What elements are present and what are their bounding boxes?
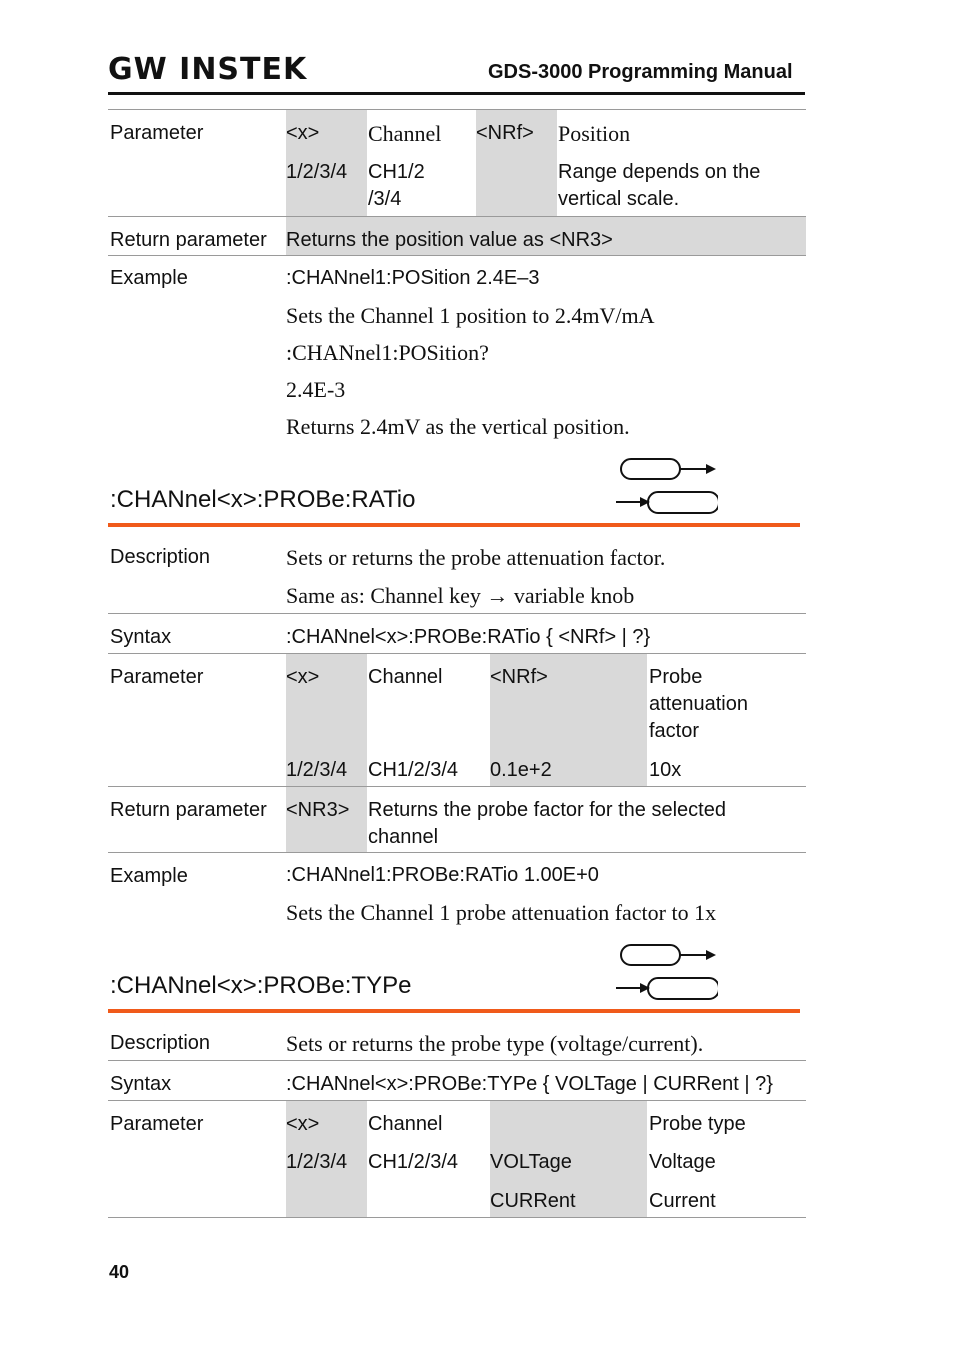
param-channel: Channel xyxy=(368,121,442,146)
example-query: :CHANnel1:POSition? xyxy=(286,340,489,365)
param-x: <x> xyxy=(286,666,320,688)
example-command: :CHANnel1:PROBe:RATio 1.00E+0 xyxy=(286,864,599,886)
syntax-label: Syntax xyxy=(110,1073,172,1095)
example-response: 2.4E-3 xyxy=(286,377,346,402)
param-description-cont: attenuation xyxy=(649,693,748,715)
example-description: Sets the Channel 1 position to 2.4mV/mA xyxy=(286,303,655,328)
parameter-label: Parameter xyxy=(110,1113,204,1135)
return-parameter-label: Return parameter xyxy=(110,229,267,251)
param-channel: Channel xyxy=(368,666,443,688)
return-parameter-text: Returns the probe factor for the selected xyxy=(368,799,726,821)
param-x: <x> xyxy=(286,122,320,144)
command-title: :CHANnel<x>:PROBe:TYPe xyxy=(110,972,412,999)
example-label: Example xyxy=(110,267,188,289)
example-response-description: Returns 2.4mV as the vertical position. xyxy=(286,414,630,439)
parameter-label: Parameter xyxy=(110,666,204,688)
description-label: Description xyxy=(110,546,211,568)
divider xyxy=(108,255,806,256)
divider xyxy=(108,109,806,110)
syntax-text: :CHANnel<x>:PROBe:TYPe { VOLTage | CURRent | ?} xyxy=(286,1073,773,1095)
divider xyxy=(108,653,806,654)
param-nrf: <NRf> xyxy=(476,122,534,144)
divider xyxy=(108,786,806,787)
return-parameter-text: Returns the position value as <NR3> xyxy=(286,229,613,251)
param-nrf: <NRf> xyxy=(490,666,548,688)
return-parameter-text-cont: channel xyxy=(368,826,439,848)
command-title: :CHANnel<x>:PROBe:RATio xyxy=(110,486,416,513)
example-description: Sets the Channel 1 probe attenuation factor to 1x xyxy=(286,900,717,925)
param-channel-values-cont: /3/4 xyxy=(368,188,402,210)
title-underline xyxy=(108,523,800,527)
header-rule xyxy=(108,92,805,95)
divider xyxy=(108,1060,806,1061)
param-channel-values: CH1/2/3/4 xyxy=(368,759,459,781)
param-description: Probe xyxy=(649,666,703,688)
param-range: Range depends on the xyxy=(558,161,761,183)
return-code: <NR3> xyxy=(286,799,350,821)
param-description-current: Current xyxy=(649,1190,716,1212)
param-x-values: 1/2/3/4 xyxy=(286,1151,348,1173)
title-underline xyxy=(108,1009,800,1013)
param-range-cont: vertical scale. xyxy=(558,188,680,210)
param-description-values: 10x xyxy=(649,759,682,781)
param-nrf-values: 0.1e+2 xyxy=(490,759,552,781)
example-label: Example xyxy=(110,865,188,887)
param-description-voltage: Voltage xyxy=(649,1151,716,1173)
description-same-as: Same as: Channel key → variable knob xyxy=(286,583,635,608)
param-position: Position xyxy=(558,121,631,146)
param-x-values: 1/2/3/4 xyxy=(286,759,348,781)
page-number: 40 xyxy=(109,1262,130,1282)
set-query-icon xyxy=(614,456,718,516)
description-label: Description xyxy=(110,1032,211,1054)
param-channel: Channel xyxy=(368,1113,443,1135)
divider xyxy=(108,1100,806,1101)
param-option-voltage: VOLTage xyxy=(490,1151,572,1173)
set-query-icon xyxy=(614,942,718,1002)
param-x: <x> xyxy=(286,1113,320,1135)
divider xyxy=(108,613,806,614)
syntax-text: :CHANnel<x>:PROBe:RATio { <NRf> | ?} xyxy=(286,626,651,648)
param-description: Probe type xyxy=(649,1113,746,1135)
manual-title: GDS-3000 Programming Manual xyxy=(488,61,793,83)
syntax-label: Syntax xyxy=(110,626,172,648)
parameter-label: Parameter xyxy=(110,122,204,144)
param-description-cont: factor xyxy=(649,720,700,742)
description-text: Sets or returns the probe type (voltage/current). xyxy=(286,1031,704,1056)
return-parameter-label: Return parameter xyxy=(110,799,267,821)
example-command: :CHANnel1:POSition 2.4E–3 xyxy=(286,267,540,289)
description-text: Sets or returns the probe attenuation factor. xyxy=(286,545,666,570)
param-x-values: 1/2/3/4 xyxy=(286,161,348,183)
param-option-current: CURRent xyxy=(490,1190,576,1212)
divider xyxy=(108,852,806,853)
divider xyxy=(108,1217,806,1218)
param-channel-values: CH1/2 xyxy=(368,161,425,183)
brand-logo: GW INSTEK xyxy=(108,52,308,87)
param-channel-values: CH1/2/3/4 xyxy=(368,1151,459,1173)
